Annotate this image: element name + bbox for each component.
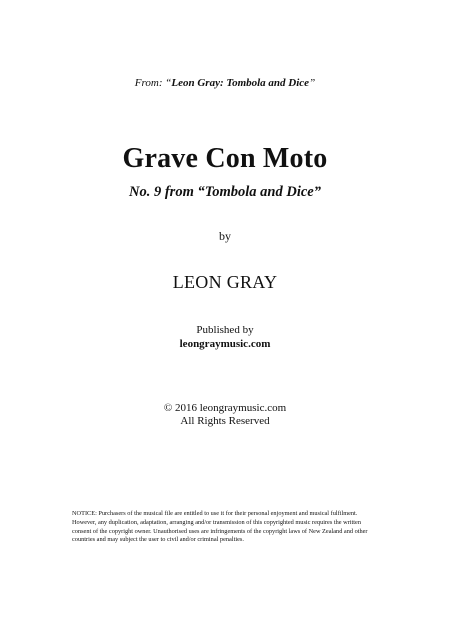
source-prefix: From: “ [134, 77, 172, 89]
composer-name: LEON GRAY [172, 272, 278, 292]
source-suffix: ” [309, 77, 316, 89]
by-label: by [219, 229, 231, 243]
copyright-notice: NOTICE: Purchasers of the musical file are entitled to use it for their personal enjoyment and musical fulfilment. However, any duplication, adaptation, arranging and/or transmission of this copyrighted music requires the written consent of the copyright owner. Unauthorised uses are infringements of the copyright laws of New Zealand and other countries and may subject the user to civil and/or criminal penalties. [72, 510, 368, 544]
piece-subtitle: No. 9 from “Tombola and Dice” [129, 184, 321, 200]
publisher-website: leongraymusic.com [179, 338, 271, 350]
rights-line: All Rights Reserved [180, 415, 270, 427]
source-line [0, 77, 450, 89]
copyright-line: © 2016 leongraymusic.com [163, 402, 287, 414]
published-by-label: Published by [196, 324, 254, 336]
piece-title: Grave Con Moto [122, 143, 328, 174]
source-book-title: Leon Gray: Tombola and Dice [171, 77, 310, 89]
